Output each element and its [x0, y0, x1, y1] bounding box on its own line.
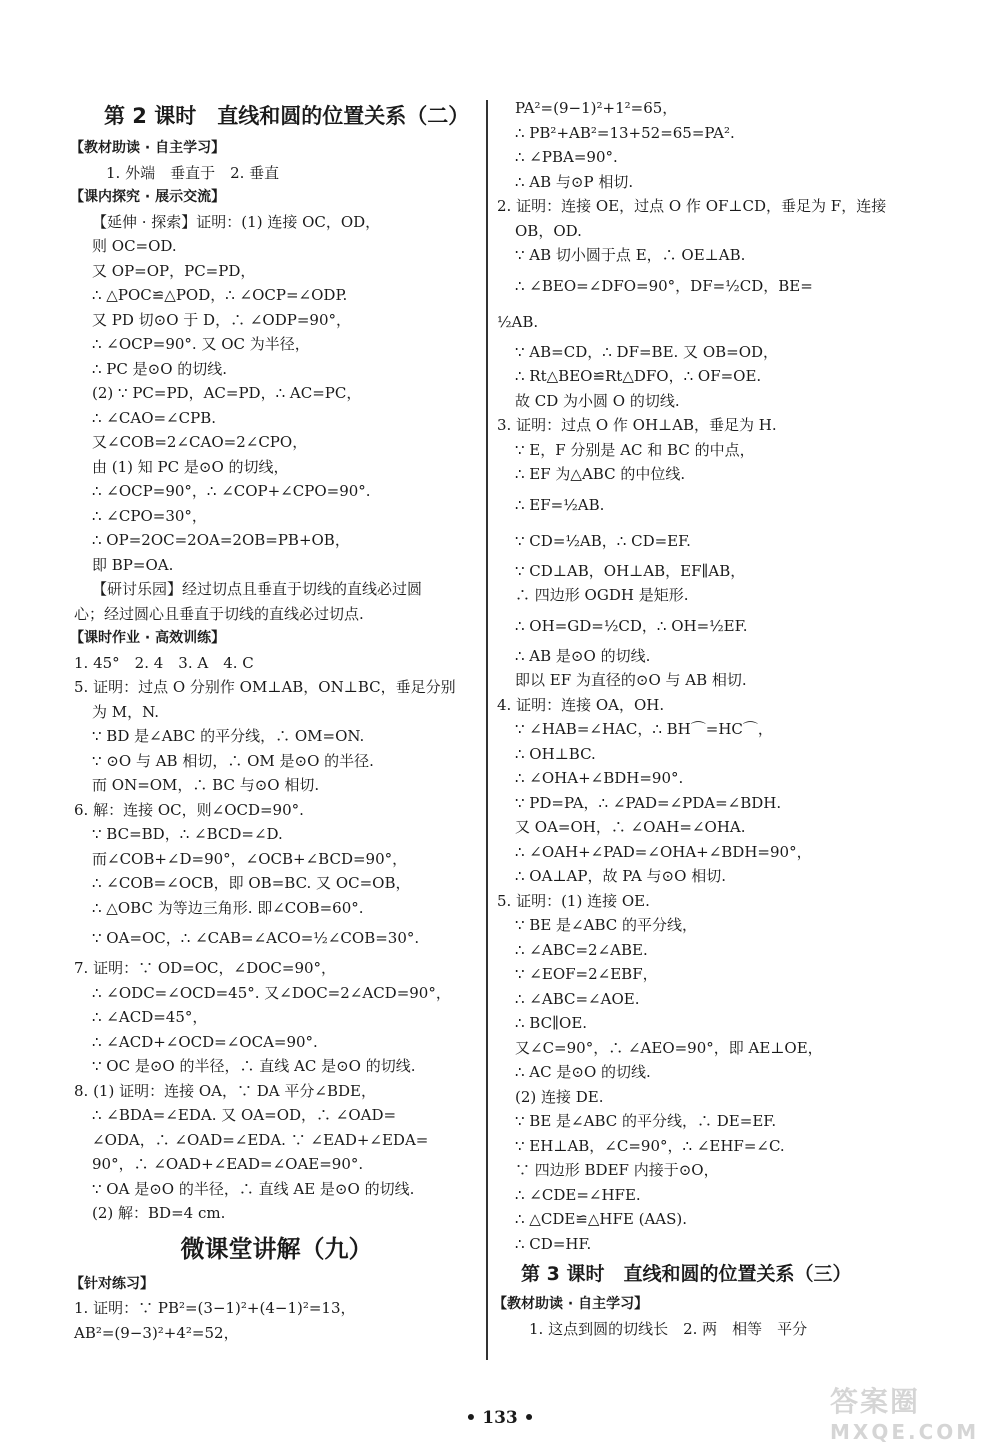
left-line: 又 PD 切⊙O 于 D，∴ ∠ODP=90°， [92, 310, 351, 329]
left-line: (2) ∵ PC=PD，AC=PD，∴ AC=PC， [92, 384, 362, 402]
left-line: 1. 证明：∵ PB²=(3−1)²+(4−1)²=13， [74, 1299, 356, 1317]
right-lesson-title: 第 3 课时 直线和圆的位置关系（三） [521, 1263, 852, 1285]
right-line: ∵ ∠EOF=2∠EBF， [515, 965, 658, 983]
right-line: ∴ AC 是⊙O 的切线. [515, 1063, 651, 1081]
left-line: ∵ BD 是∠ABC 的平分线，∴ OM=ON. [92, 727, 365, 745]
right-line: 5. 证明：(1) 连接 OE. [497, 891, 650, 910]
left-lesson-title: 第 2 课时 直线和圆的位置关系（二） [104, 104, 470, 128]
left-line: ∴ ∠CPO=30°， [92, 506, 207, 525]
watermark-logo [830, 1380, 990, 1446]
left-line: ∴ ∠CAO=∠CPB. [92, 408, 216, 427]
right-line: 2. 证明：连接 OE，过点 O 作 OF⊥CD，垂足为 F，连接 [497, 197, 887, 215]
left-section-heading: 【针对练习】 [70, 1275, 154, 1292]
left-line: AB²=(9−3)²+4²=52， [74, 1323, 239, 1342]
right-line: ∴ AB 是⊙O 的切线. [515, 646, 651, 665]
right-line: ∴ OH⊥BC. [515, 744, 596, 763]
left-line: 1. 45° 2. 4 3. A 4. C [74, 653, 254, 672]
left-line: 又∠COB=2∠CAO=2∠CPO， [92, 433, 308, 451]
left-line: 7. 证明：∵ OD=OC，∠DOC=90°， [74, 959, 337, 977]
right-line: ∵ EH⊥AB，∠C=90°，∴ ∠EHF=∠C. [515, 1136, 785, 1155]
left-line: 即 BP=OA. [92, 555, 174, 574]
left-line: ∴ ∠ACD=45°， [92, 1008, 208, 1026]
left-line: ∴ ∠OCP=90°. 又 OC 为半径， [92, 335, 310, 353]
right-section-heading: 【教材助读 · 自主学习】 [493, 1296, 649, 1312]
page-number: • 133 • [465, 1408, 535, 1428]
right-line: ∵ ∠HAB=∠HAC，∴ BH⌒=HC⌒， [515, 720, 773, 738]
right-line: ∴ ∠OAH+∠PAD=∠OHA+∠BDH=90°， [515, 842, 812, 861]
left-line: ∴ ∠BDA=∠EDA. 又 OA=OD，∴ ∠OAD= [92, 1106, 397, 1124]
column-divider [486, 100, 488, 1360]
left-line: 而 ON=OM，∴ BC 与⊙O 相切. [92, 776, 320, 794]
left-line: 而∠COB+∠D=90°，∠OCB+∠BCD=90°， [92, 849, 408, 868]
right-line: ∵ AB 切小圆于点 E，∴ OE⊥AB. [515, 246, 746, 264]
left-line: 则 OC=OD. [92, 237, 177, 255]
left-line: ∴ ∠COB=∠OCB，即 OB=BC. 又 OC=OB， [92, 874, 411, 892]
right-line: ∵ AB=CD，∴ DF=BE. 又 OB=OD， [515, 342, 779, 361]
right-line: ∵ E，F 分别是 AC 和 BC 的中点， [515, 440, 755, 459]
left-line: ∴ ∠ODC=∠OCD=45°. 又∠DOC=2∠ACD=90°， [92, 983, 451, 1002]
right-line: 即以 EF 为直径的⊙O 与 AB 相切. [515, 671, 747, 689]
right-line: 又 OA=OH，∴ ∠OAH=∠OHA. [515, 818, 746, 836]
left-line: ∴ △POC≌△POD，∴ ∠OCP=∠ODP. [92, 286, 348, 304]
left-line: ∵ OA 是⊙O 的半径，∴ 直线 AE 是⊙O 的切线. [92, 1179, 415, 1198]
right-line: ∴ 四边形 OGDH 是矩形. [515, 586, 689, 604]
right-line: PA²=(9−1)²+1²=65， [515, 99, 678, 117]
right-line: ∴ ∠CDE=∠HFE. [515, 1185, 641, 1204]
right-line: ∴ EF=½AB. [515, 495, 605, 514]
left-line: 5. 证明：过点 O 分别作 OM⊥AB，ON⊥BC，垂足分别 [74, 678, 456, 696]
right-line: ½AB. [497, 312, 539, 331]
right-line: ∴ BC∥OE. [515, 1014, 588, 1032]
left-line: ∵ ⊙O 与 AB 相切，∴ OM 是⊙O 的半径. [92, 751, 374, 770]
left-line: 90°，∴ ∠OAD+∠EAD=∠OAE=90°. [92, 1155, 364, 1173]
right-line: ∴ △CDE≌△HFE (AAS). [515, 1210, 688, 1228]
right-line: 1. 这点到圆的切线长 2. 两 相等 平分 [529, 1319, 808, 1338]
right-line: ∵ PD=PA，∴ ∠PAD=∠PDA=∠BDH. [515, 793, 782, 812]
left-section-heading: 【课时作业 · 高效训练】 [70, 630, 226, 646]
left-line: ∵ OA=OC，∴ ∠CAB=∠ACO=½∠COB=30°. [92, 929, 420, 947]
right-line: ∴ OA⊥AP，故 PA 与⊙O 相切. [515, 867, 726, 885]
right-line: ∴ OH=GD=½CD，∴ OH=½EF. [515, 616, 748, 635]
left-column [70, 96, 479, 1345]
left-line: ∴ ∠ACD+∠OCD=∠OCA=90°. [92, 1032, 318, 1051]
left-line: 【研讨乐园】经过切点且垂直于切线的直线必过圆 [92, 580, 423, 598]
left-section-title: 微课堂讲解（九） [180, 1234, 373, 1263]
left-line: 为 M，N. [92, 702, 160, 721]
right-line: ∴ CD=HF. [515, 1234, 592, 1253]
left-line: 心；经过圆心且垂直于切线的直线必过切点. [74, 604, 364, 623]
left-line: 8. (1) 证明：连接 OA，∵ DA 平分∠BDE， [74, 1081, 376, 1100]
right-line: ∴ EF 为△ABC 的中位线. [515, 465, 686, 483]
left-line: ∴ PC 是⊙O 的切线. [92, 359, 228, 378]
left-section-heading: 【教材助读 · 自主学习】 [70, 140, 226, 156]
right-line: ∵ BE 是∠ABC 的平分线，∴ DE=EF. [515, 1112, 777, 1130]
right-line: ∵ CD=½AB，∴ CD=EF. [515, 531, 691, 550]
right-line: 故 CD 为小圆 O 的切线. [515, 391, 680, 410]
right-line: OB，OD. [515, 221, 582, 240]
right-line: ∵ BE 是∠ABC 的平分线， [515, 916, 698, 934]
right-line: (2) 连接 DE. [515, 1087, 604, 1106]
left-line: 1. 外端 垂直于 2. 垂直 [106, 163, 280, 182]
left-line: 又 OP=OP，PC=PD， [92, 261, 256, 280]
right-line: ∵ 四边形 BDEF 内接于⊙O， [515, 1161, 719, 1179]
right-line: ∵ CD⊥AB，OH⊥AB，EF∥AB， [515, 561, 746, 580]
left-line: ∴ OP=2OC=2OA=2OB=PB+OB， [92, 531, 350, 549]
left-line: ∵ OC 是⊙O 的半径，∴ 直线 AC 是⊙O 的切线. [92, 1057, 416, 1075]
left-line: ∠ODA，∴ ∠OAD=∠EDA. ∵ ∠EAD+∠EDA= [92, 1130, 429, 1149]
left-line: 6. 解：连接 OC，则∠OCD=90°. [74, 800, 304, 819]
watermark-url: MXQE.COM [830, 1420, 980, 1444]
right-line: ∴ ∠OHA+∠BDH=90°. [515, 769, 684, 787]
right-line: ∴ ∠PBA=90°. [515, 148, 618, 166]
left-line: 【延伸 · 探索】证明：(1) 连接 OC，OD， [92, 212, 381, 231]
right-column [493, 96, 907, 1341]
right-line: ∴ ∠ABC=2∠ABE. [515, 940, 648, 959]
right-line: ∴ Rt△BEO≌Rt△DFO，∴ OF=OE. [515, 367, 762, 385]
left-line: ∴ △OBC 为等边三角形. 即∠COB=60°. [92, 898, 364, 917]
left-line: 由 (1) 知 PC 是⊙O 的切线， [92, 457, 289, 476]
right-line: ∴ AB 与⊙P 相切. [515, 172, 634, 191]
right-line: ∴ ∠ABC=∠AOE. [515, 989, 640, 1008]
left-line: ∵ BC=BD，∴ ∠BCD=∠D. [92, 825, 283, 843]
right-line: 4. 证明：连接 OA，OH. [497, 695, 665, 714]
right-line: 又∠C=90°，∴ ∠AEO=90°，即 AE⊥OE， [515, 1038, 823, 1057]
right-line: ∴ PB²+AB²=13+52=65=PA². [515, 123, 735, 142]
left-line: (2) 解：BD=4 cm. [92, 1204, 226, 1222]
right-line: ∴ ∠BEO=∠DFO=90°，DF=½CD，BE= [515, 276, 813, 295]
watermark-text: 答案圈 [830, 1385, 921, 1418]
right-line: 3. 证明：过点 O 作 OH⊥AB，垂足为 H. [497, 416, 777, 434]
left-line: ∴ ∠OCP=90°，∴ ∠COP+∠CPO=90°. [92, 482, 371, 500]
left-section-heading: 【课内探究 · 展示交流】 [70, 189, 226, 205]
